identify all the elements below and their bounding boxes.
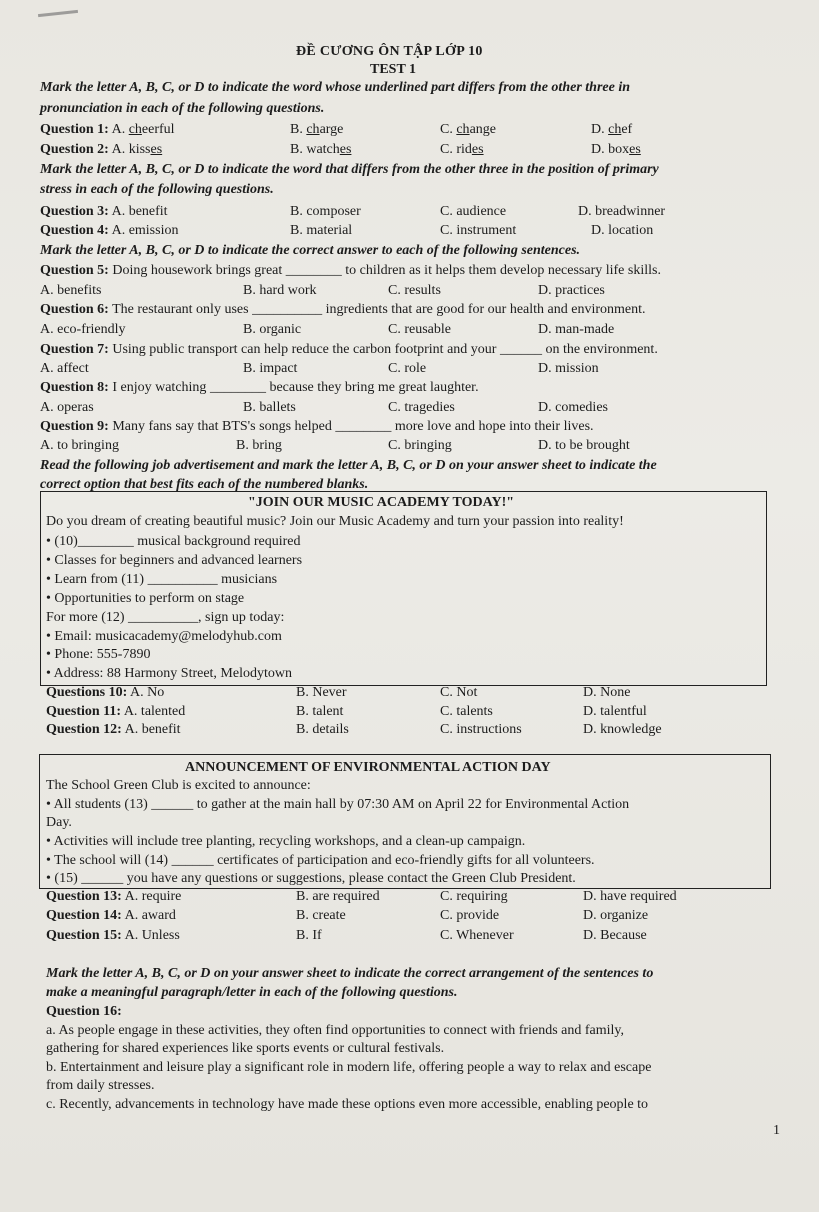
q9-option-c[interactable]: C. bringing — [388, 438, 452, 453]
option-a[interactable] — [112, 122, 175, 137]
announcement-line-day: Day. — [46, 815, 72, 830]
q2-option-c[interactable] — [440, 142, 484, 158]
option-suffix: ef — [621, 122, 633, 137]
q1-option-c[interactable] — [440, 122, 496, 138]
blank: ______ — [499, 342, 542, 357]
q12-option-b[interactable]: B. details — [296, 722, 349, 737]
blank: ______ — [171, 853, 214, 868]
q5-option-c[interactable]: C. results — [388, 283, 441, 298]
bullet-prefix: For more (12) — [46, 610, 125, 625]
announcement-line-activities: • Activities will include tree planting, recycling workshops, and a clean-up campaign. — [46, 834, 526, 849]
q16-sentence-a-cont: gathering for shared experiences like sports events or cultural festivals. — [46, 1041, 445, 1056]
question-label: Question 4: — [40, 223, 109, 238]
q8-option-a[interactable]: A. operas — [40, 400, 94, 415]
question-13 — [46, 889, 181, 905]
underlined-part: ch — [608, 122, 622, 137]
q9-option-a[interactable]: A. to bringing — [40, 438, 119, 453]
question-2 — [40, 142, 162, 158]
underlined-part: es — [339, 142, 352, 157]
q3-option-c[interactable]: C. audience — [440, 204, 507, 219]
ad-address: • Address: 88 Harmony Street, Melodytown — [46, 666, 292, 681]
option-a[interactable]: A. Unless — [124, 928, 180, 943]
underlined-part: es — [629, 142, 641, 157]
q6-option-a[interactable]: A. eco-friendly — [40, 322, 126, 337]
stem-part: I enjoy watching — [112, 380, 207, 395]
question-7-stem — [40, 342, 658, 358]
test-label: TEST 1 — [370, 62, 417, 77]
q14-option-c[interactable]: C. provide — [440, 908, 500, 923]
blank: __________ — [252, 302, 323, 317]
announcement-line-15 — [46, 871, 576, 887]
q5-option-b[interactable]: B. hard work — [243, 283, 317, 298]
q4-option-d[interactable]: D. location — [591, 223, 654, 238]
q12-option-d[interactable]: D. knowledge — [583, 722, 662, 737]
q6-option-d[interactable]: D. man-made — [538, 322, 615, 337]
option-a[interactable]: A. benefit — [124, 722, 181, 737]
q10-option-d[interactable]: D. None — [583, 685, 631, 700]
q6-option-b[interactable]: B. organic — [243, 322, 302, 337]
instruction-stress: Mark the letter A, B, C, or D to indicate the word that differs from the other three in the position of primary — [40, 162, 659, 177]
blank: ________ — [77, 534, 134, 549]
blank: __________ — [147, 572, 218, 587]
q3-option-d[interactable]: D. breadwinner — [578, 204, 666, 219]
q1-option-b[interactable] — [290, 122, 343, 138]
option-prefix: C. rid — [440, 142, 472, 157]
question-15 — [46, 928, 180, 944]
option-suffix: arge — [319, 122, 344, 137]
blank: __________ — [128, 610, 199, 625]
stem-part: more love and hope into their lives. — [394, 419, 594, 434]
question-label: Question 8: — [40, 380, 109, 395]
option-a[interactable] — [112, 142, 163, 157]
ad-phone: • Phone: 555-7890 — [46, 647, 151, 662]
option-prefix: C. — [440, 122, 457, 137]
stem-part: because they bring me great laughter. — [269, 380, 479, 395]
bullet-text: you have any questions or suggestions, please contact the Green Club President. — [126, 871, 576, 886]
blank: ________ — [285, 263, 342, 278]
blank: ________ — [209, 380, 266, 395]
question-label: Question 9: — [40, 419, 109, 434]
announcement-title: ANNOUNCEMENT OF ENVIRONMENTAL ACTION DAY — [185, 760, 551, 775]
q11-option-d[interactable]: D. talentful — [583, 704, 647, 719]
question-label: Question 15: — [46, 928, 122, 943]
q8-option-d[interactable]: D. comedies — [538, 400, 608, 415]
q16-sentence-a: a. As people engage in these activities, they often find opportunities to connect with friends and family, — [46, 1023, 624, 1038]
q16-sentence-b-cont: from daily stresses. — [46, 1078, 155, 1093]
underlined-part: ch — [456, 122, 470, 137]
question-label: Question 11: — [46, 704, 122, 719]
q4-option-b[interactable]: B. material — [290, 223, 353, 238]
pen-mark — [38, 10, 78, 17]
bullet-text: , sign up today: — [198, 610, 285, 625]
q11-option-c[interactable]: C. talents — [440, 704, 493, 719]
question-11 — [46, 704, 185, 720]
bullet-prefix: • The school will (14) — [46, 853, 169, 868]
instruction-pronunciation: Mark the letter A, B, C, or D to indicate the word whose underlined part differs from the other three in — [40, 80, 630, 95]
advertisement-title: "JOIN OUR MUSIC ACADEMY TODAY!" — [248, 495, 515, 510]
announcement-line-1: The School Green Club is excited to announce: — [46, 778, 311, 793]
option-prefix: B. — [290, 122, 307, 137]
underlined-part: ch — [306, 122, 320, 137]
q12-option-c[interactable]: C. instructions — [440, 722, 522, 737]
question-1 — [40, 122, 175, 138]
stem-part: to children as it helps them develop necessary life skills. — [345, 263, 661, 278]
page-number: 1 — [773, 1123, 780, 1138]
q1-option-d[interactable] — [591, 122, 632, 138]
q4-option-c[interactable]: C. instrument — [440, 223, 517, 238]
q2-option-d[interactable] — [591, 142, 641, 158]
question-label: Question 2: — [40, 142, 109, 157]
instruction-stress-2: stress in each of the following questions. — [40, 182, 274, 197]
stem-part: Doing housework brings great — [112, 263, 283, 278]
q9-option-d[interactable]: D. to be brought — [538, 438, 630, 453]
question-6-stem — [40, 302, 646, 318]
q7-option-c[interactable]: C. role — [388, 361, 427, 376]
q13-option-d[interactable]: D. have required — [583, 889, 677, 904]
instruction-arrangement-2: make a meaningful paragraph/letter in each of the following questions. — [46, 985, 458, 1000]
page-title: ĐỀ CƯƠNG ÔN TẬP LỚP 10 — [296, 44, 483, 59]
blank: ________ — [335, 419, 392, 434]
q11-option-b[interactable]: B. talent — [296, 704, 344, 719]
question-label: Question 3: — [40, 204, 109, 219]
option-a[interactable]: A. require — [124, 889, 182, 904]
q14-option-d[interactable]: D. organize — [583, 908, 649, 923]
ad-email: • Email: musicacademy@melodyhub.com — [46, 629, 282, 644]
bullet-text: to gather at the main hall by 07:30 AM on April 22 for Environmental Action — [196, 797, 630, 812]
q3-option-b[interactable]: B. composer — [290, 204, 361, 219]
question-8-stem — [40, 380, 479, 396]
question-14 — [46, 908, 176, 924]
question-label: Question 5: — [40, 263, 109, 278]
q6-option-c[interactable]: C. reusable — [388, 322, 451, 337]
q7-option-a[interactable]: A. affect — [40, 361, 89, 376]
q13-option-c[interactable]: C. requiring — [440, 889, 508, 904]
instruction-advertisement-2: correct option that best fits each of the numbered blanks. — [40, 477, 369, 492]
q10-option-c[interactable]: C. Not — [440, 685, 478, 700]
blank: ______ — [81, 871, 124, 886]
instruction-arrangement: Mark the letter A, B, C, or D on your answer sheet to indicate the correct arrangement of the sentences to — [46, 966, 654, 981]
q16-sentence-b: b. Entertainment and leisure play a significant role in modern life, offering people a way to relax and escape — [46, 1060, 652, 1075]
q5-option-d[interactable]: D. practices — [538, 283, 605, 298]
bullet-text: certificates of participation and eco-friendly gifts for all volunteers. — [217, 853, 595, 868]
ad-bullet-10 — [46, 534, 301, 550]
q8-option-c[interactable]: C. tragedies — [388, 400, 455, 415]
option-prefix: D. — [591, 122, 609, 137]
stem-part: on the environment. — [545, 342, 658, 357]
question-9-stem — [40, 419, 594, 435]
q13-option-b[interactable]: B. are required — [296, 889, 380, 904]
option-a[interactable]: A. benefit — [111, 204, 168, 219]
question-5-stem — [40, 263, 661, 279]
option-prefix: A. — [111, 122, 129, 137]
bullet-prefix: • (15) — [46, 871, 78, 886]
instruction-advertisement: Read the following job advertisement and mark the letter A, B, C, or D on your answer sheet to indicate the — [40, 458, 657, 473]
option-a[interactable]: A. talented — [123, 704, 186, 719]
bullet-text: musical background required — [137, 534, 301, 549]
stem-part: Many fans say that BTS's songs helped — [112, 419, 332, 434]
bullet-prefix: • (10) — [46, 534, 78, 549]
option-suffix: ange — [469, 122, 496, 137]
question-10 — [46, 685, 164, 701]
q2-option-b[interactable] — [290, 142, 351, 158]
underlined-part: ch — [128, 122, 142, 137]
q10-option-b[interactable]: B. Never — [296, 685, 347, 700]
option-a[interactable]: A. award — [124, 908, 176, 923]
option-a[interactable]: A. emission — [111, 223, 179, 238]
ad-bullet-classes: • Classes for beginners and advanced learners — [46, 553, 303, 568]
q5-option-a[interactable]: A. benefits — [40, 283, 102, 298]
stem-part: ingredients that are good for our health and environment. — [325, 302, 646, 317]
blank: ______ — [151, 797, 194, 812]
question-12 — [46, 722, 181, 738]
q7-option-b[interactable]: B. impact — [243, 361, 298, 376]
option-suffix: eerful — [141, 122, 175, 137]
underlined-part: es — [150, 142, 163, 157]
q15-option-b[interactable]: B. If — [296, 928, 322, 943]
ad-bullet-stage: • Opportunities to perform on stage — [46, 591, 245, 606]
question-label: Questions 10: — [46, 685, 128, 700]
option-prefix: B. watch — [290, 142, 340, 157]
option-prefix: D. box — [591, 142, 630, 157]
q7-option-d[interactable]: D. mission — [538, 361, 599, 376]
question-4 — [40, 223, 178, 239]
stem-part: Using public transport can help reduce the carbon footprint and your — [112, 342, 497, 357]
bullet-prefix: • All students (13) — [46, 797, 148, 812]
question-label: Question 7: — [40, 342, 109, 357]
ad-bullet-11 — [46, 572, 277, 588]
stem-part: The restaurant only uses — [112, 302, 249, 317]
question-label: Question 1: — [40, 122, 109, 137]
q9-option-b[interactable]: B. bring — [236, 438, 282, 453]
bullet-prefix: • Learn from (11) — [46, 572, 145, 587]
option-a[interactable]: A. No — [130, 685, 165, 700]
announcement-line-13 — [46, 797, 629, 813]
question-3 — [40, 204, 168, 220]
instruction-pronunciation-2: pronunciation in each of the following questions. — [40, 101, 325, 116]
q14-option-b[interactable]: B. create — [296, 908, 346, 923]
q15-option-c[interactable]: C. Whenever — [440, 928, 514, 943]
underlined-part: es — [471, 142, 484, 157]
question-16-label: Question 16: — [46, 1004, 122, 1019]
option-prefix: A. kiss — [111, 142, 151, 157]
question-label: Question 6: — [40, 302, 109, 317]
instruction-correct-answer: Mark the letter A, B, C, or D to indicate the correct answer to each of the following sentences. — [40, 243, 581, 258]
question-label: Question 14: — [46, 908, 122, 923]
advertisement-intro: Do you dream of creating beautiful music? Join our Music Academy and turn your passion into reality! — [46, 514, 624, 529]
question-label: Question 12: — [46, 722, 122, 737]
question-label: Question 13: — [46, 889, 122, 904]
q8-option-b[interactable]: B. ballets — [243, 400, 296, 415]
announcement-line-14 — [46, 853, 595, 869]
q16-sentence-c: c. Recently, advancements in technology have made these options even more accessible, enabling people to — [46, 1097, 649, 1112]
ad-more-12 — [46, 610, 284, 626]
bullet-text: musicians — [221, 572, 278, 587]
q15-option-d[interactable]: D. Because — [583, 928, 647, 943]
